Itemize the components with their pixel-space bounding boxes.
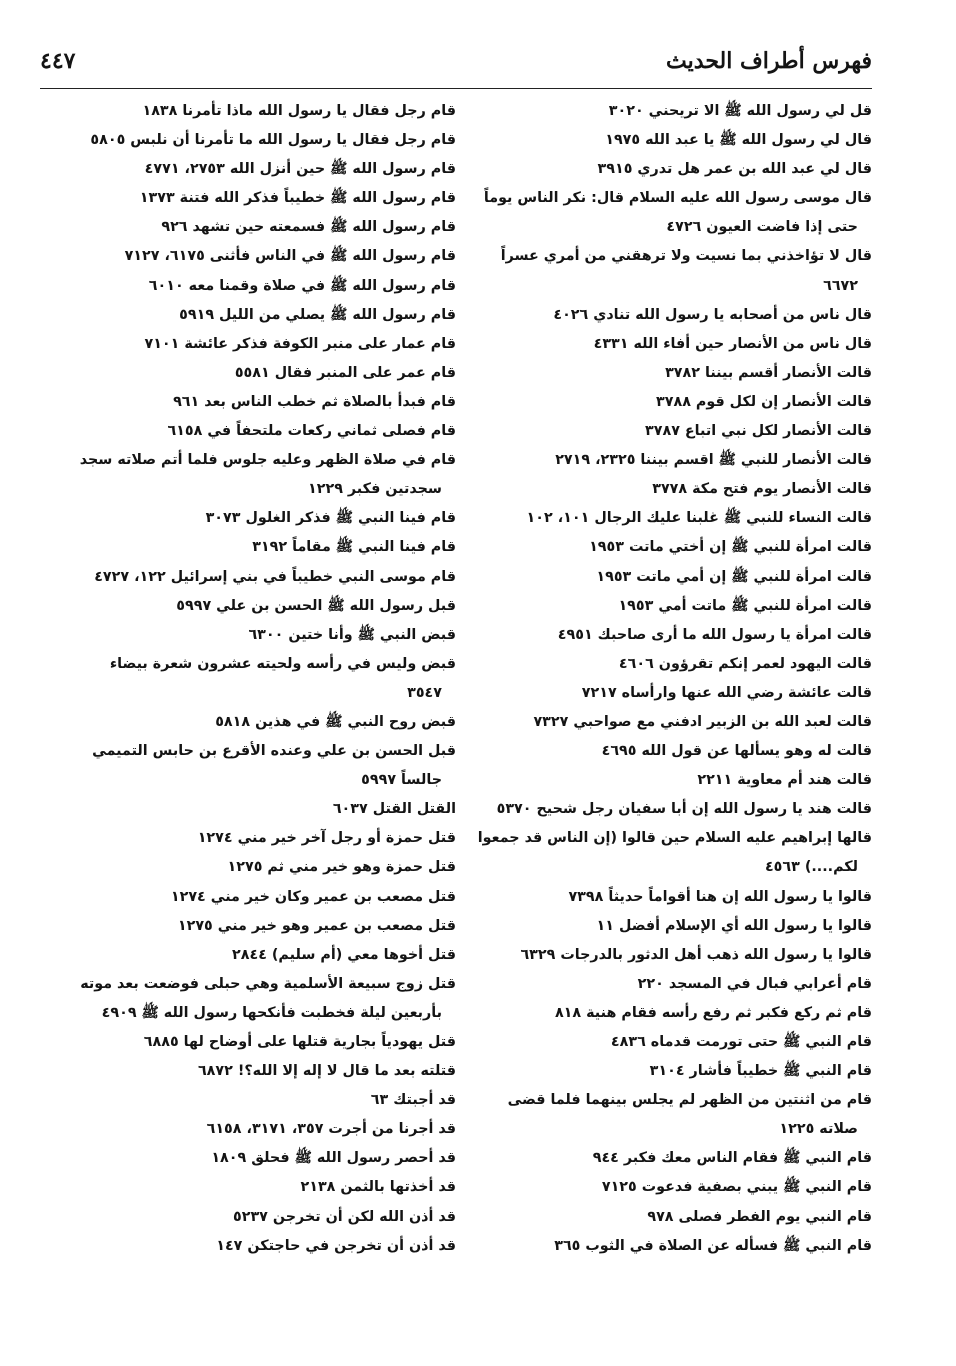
- index-entry-text: قام رسول الله ﷺ في صلاة وقمنا معه ٦٠١٠: [148, 277, 456, 294]
- index-entry-text: القتل القتل ٦٠٣٧: [332, 801, 456, 818]
- index-entry-text: قالت لعبد الله بن الزبير ادفني مع صواحبي ٧٣٢٧: [533, 713, 872, 730]
- index-entry-text: قالت امرأة يا رسول الله ما أرى صاحبك ٤٩٥١: [557, 626, 872, 643]
- index-entry: [74, 330, 456, 359]
- index-entry: [74, 1086, 456, 1115]
- index-entry: [74, 824, 456, 853]
- index-entry-text: قام رجل فقال يا رسول الله ماذا تأمرنا ١٨٣٨: [142, 103, 456, 119]
- index-entry-text: قد أذن أن تخرجن في حاجتكن ١٤٧: [216, 1237, 456, 1254]
- index-entry: [475, 1232, 872, 1261]
- index-entry-text: قام فبدأ بالصلاة ثم خطب الناس بعد ٩٦١: [173, 393, 456, 410]
- index-entry: [475, 999, 872, 1028]
- index-entry-text: قالوا يا رسول الله إن هنا أقواماً حديثاً ٧٣٩٨: [568, 888, 872, 905]
- index-column-left: [74, 97, 456, 1261]
- index-entry-text: قبض النبي ﷺ وأنا ختين ٦٣٠٠: [248, 626, 456, 643]
- index-entry-continuation: حتى إذا فاضت العيون ٤٧٢٦: [666, 219, 858, 236]
- index-entry: [475, 1086, 872, 1144]
- index-entry-text: قال لي رسول الله ﷺ يا عبد الله ١٩٧٥: [605, 132, 872, 149]
- index-entry: [475, 475, 872, 504]
- index-entry: [74, 155, 456, 184]
- index-entry-continuation: سجدتين فكبر ١٢٢٩: [308, 481, 442, 498]
- index-entry: [74, 737, 456, 795]
- index-entry: [475, 417, 872, 446]
- index-entry-text: قام رسول الله ﷺ خطيباً فذكر الله فتنة ١٣٧٣: [139, 190, 456, 207]
- index-entry: [475, 679, 872, 708]
- index-entry: [475, 359, 872, 388]
- index-entry: [74, 446, 456, 504]
- index-entry: [475, 330, 872, 359]
- index-entry-text: قالت اليهود لعمر إنكم تقرؤون ٤٦٠٦: [618, 655, 872, 672]
- index-entry-text: قد أجرنا من أجرت ٣٥٧، ٣١٧١، ٦١٥٨: [206, 1121, 456, 1138]
- index-entry: [74, 563, 456, 592]
- page-header: [40, 48, 872, 89]
- index-entry-continuation: صلاته ١٢٢٥: [779, 1121, 858, 1138]
- index-entry: [475, 621, 872, 650]
- index-entry: [475, 446, 872, 475]
- index-entry: [475, 883, 872, 912]
- index-entry: [475, 1203, 872, 1232]
- index-entry-text: قام رسول الله ﷺ فسمعته حين تشهد ٩٢٦: [161, 219, 456, 236]
- index-entry: [475, 184, 872, 242]
- index-entry-continuation: لكم....) ٤٥٦٣: [764, 859, 858, 876]
- index-entry: [475, 1057, 872, 1086]
- index-entry-text: قام النبي ﷺ فسأله عن الصلاة في الثوب ٣٦٥: [554, 1237, 872, 1254]
- index-entry: [475, 1028, 872, 1057]
- index-entry-text: قالت النساء للنبي ﷺ غلبنا عليك الرجال ١٠١، ١٠٢: [526, 510, 872, 527]
- index-entry-text: قام النبي ﷺ خطيباً فأشار ٣١٠٤: [649, 1063, 872, 1080]
- index-entry: [74, 1232, 456, 1261]
- index-entry-text: قبض وليس في رأسه ولحيته عشرون شعرة بيضاء: [109, 655, 456, 672]
- index-entry-text: قال لي عبد الله بن عمر هل تدري ٣٩١٥: [597, 161, 872, 178]
- index-entry: [475, 737, 872, 766]
- index-entry: [74, 1057, 456, 1086]
- index-entry: [74, 941, 456, 970]
- index-entry-text: قام فصلى ثماني ركعات ملتحفاً في ٦١٥٨: [167, 423, 456, 440]
- index-entry: [475, 126, 872, 155]
- index-entry: [475, 941, 872, 970]
- index-entry: [74, 301, 456, 330]
- index-entry-text: قال ناس من أصحابه يا رسول الله تنادي ٤٠٢٦: [553, 306, 872, 323]
- index-entry-text: قالت امرأة للنبي ﷺ ماتت أمي ١٩٥٣: [618, 597, 872, 614]
- index-entry-text: قالت هند يا رسول الله إن أبا سفيان رجل شحيح ٥٣٧٠: [496, 801, 872, 818]
- index-entry-text: قالوا يا رسول الله ذهب أهل الدثور بالدرجات ٦٣٢٩: [520, 946, 872, 963]
- index-entry-text: قام فينا النبي ﷺ مقاماً ٣١٩٢: [252, 539, 456, 556]
- index-entry-text: قام فينا النبي ﷺ فذكر الغلول ٣٠٧٣: [205, 510, 456, 527]
- index-entry-text: قالت عائشة رضي الله عنها وارأساه ٧٢١٧: [581, 684, 872, 701]
- index-entry-text: قام أعرابي فبال في المسجد ٢٢٠: [637, 975, 872, 992]
- index-entry-text: قالت امرأة للنبي ﷺ إن أمي ماتت ١٩٥٣: [596, 568, 872, 585]
- index-entry-text: قد أحصر رسول الله ﷺ فحلق ١٨٠٩: [211, 1150, 456, 1167]
- index-entry: [475, 97, 872, 126]
- index-entry: [74, 592, 456, 621]
- index-entry-text: قام من اثنتين من الظهر لم يجلس بينهما فلما قضى: [507, 1092, 872, 1109]
- index-entry: [74, 1173, 456, 1202]
- index-entry-text: قد أذن الله لكن أن تخرجن ٥٢٣٧: [233, 1208, 456, 1225]
- index-entry-text: قالت الأنصار لكل نبي اتباع ٣٧٨٧: [645, 423, 872, 440]
- index-entry-text: قالت الأنصار إن لكل قوم ٣٧٨٨: [656, 393, 872, 410]
- index-entry: [475, 563, 872, 592]
- index-entry-text: قالها إبراهيم عليه السلام حين قالوا (إن الناس قد جمعوا: [477, 830, 872, 847]
- index-entry: [74, 912, 456, 941]
- index-entry-text: قالت له وهو يسألها عن قول الله ٤٦٩٥: [601, 743, 872, 760]
- index-entry: [74, 621, 456, 650]
- index-entry: [475, 824, 872, 882]
- index-entry-text: قام رسول الله ﷺ حين أنزل الله ٢٧٥٣، ٤٧٧١: [144, 161, 456, 178]
- index-entry-continuation: ٦٦٧٢: [823, 277, 858, 294]
- index-entry: [475, 650, 872, 679]
- index-entry-text: قد أجبتك ٦٣: [370, 1092, 456, 1109]
- index-entry: [74, 184, 456, 213]
- index-entry: [74, 1203, 456, 1232]
- index-entry-text: قالت الأنصار للنبي ﷺ اقسم بيننا ٢٣٢٥، ٢٧١٩: [555, 452, 872, 469]
- index-entry-text: قالت امرأة للنبي ﷺ إن أختي ماتت ١٩٥٣: [589, 539, 872, 556]
- index-entry: [475, 592, 872, 621]
- index-entry-text: قام ثم ركع فكبر ثم رفع رأسه فقام هنية ٨١٨: [554, 1004, 872, 1021]
- index-entry-text: قام رسول الله ﷺ يصلي من الليل ٥٩١٩: [179, 306, 456, 323]
- index-entry: [475, 708, 872, 737]
- index-entry: [74, 97, 456, 126]
- index-entry-text: قتل أخوها معي (أم سليم) ٢٨٤٤: [232, 946, 456, 963]
- index-entry: [74, 533, 456, 562]
- index-entry-continuation: جالساً ٥٩٩٧: [361, 772, 442, 789]
- index-entry: [74, 272, 456, 301]
- index-entry-text: قبل رسول الله ﷺ الحسن بن علي ٥٩٩٧: [176, 597, 456, 614]
- index-entry: [74, 126, 456, 155]
- index-entry: [74, 504, 456, 533]
- index-entry: [475, 504, 872, 533]
- index-entry-text: قام النبي ﷺ حتى تورمت قدماه ٤٨٣٦: [610, 1034, 872, 1050]
- index-entry-text: قام عمر على المنبر فقال ٥٥٨١: [234, 364, 456, 381]
- index-entry-text: قد أخذتها بالثمن ٢١٣٨: [300, 1179, 456, 1196]
- index-entry: [74, 1028, 456, 1057]
- index-entry-text: قال ناس من الأنصار حين أفاء الله ٤٣٣١: [593, 335, 872, 352]
- index-entry-text: قال موسى رسول الله عليه السلام قال: نكر الناس يوماً: [483, 190, 872, 207]
- index-entry: [74, 970, 456, 1028]
- index-entry-text: قتلته بعد ما قال لا إله إلا الله؟! ٦٨٧٢: [197, 1063, 456, 1080]
- index-entry-text: قتل زوج سبيعة الأسلمية وهي حبلى فوضعت بعد موته: [80, 975, 456, 992]
- index-entry: [74, 1115, 456, 1144]
- index-entry: [475, 301, 872, 330]
- index-entry-text: قالت الأنصار أقسم بيننا ٣٧٨٢: [665, 364, 872, 381]
- index-entry: [74, 708, 456, 737]
- index-entry: [74, 359, 456, 388]
- index-entry-text: قام عمار على منبر الكوفة فذكر عائشة ٧١٠١: [144, 335, 456, 352]
- page-number: ٤٤٧: [40, 48, 76, 74]
- index-entry-text: قام رجل فقال يا رسول الله ما تأمرنا أن نلبس ٥٨٠٥: [90, 132, 456, 149]
- index-entry: [74, 795, 456, 824]
- index-entry: [475, 388, 872, 417]
- index-entry: [475, 795, 872, 824]
- index-entry: [475, 1173, 872, 1202]
- index-entry: [74, 650, 456, 708]
- index-entry: [74, 883, 456, 912]
- index-entry-text: قام موسى النبي خطيباً في بني إسرائيل ١٢٢، ٤٧٢٧: [94, 568, 456, 585]
- index-column-right: [475, 97, 872, 1261]
- index-entry-text: قبض روح النبي ﷺ في هذين ٥٨١٨: [215, 713, 456, 730]
- index-entry: [74, 213, 456, 242]
- index-entry-text: قام النبي ﷺ يبني بصفية فدعوت ٧١٢٥: [601, 1179, 872, 1196]
- page-title: فهرس أطراف الحديث: [666, 48, 872, 74]
- index-entry-continuation: ٣٥٤٧: [407, 684, 442, 701]
- index-entry-text: قالت هند أم معاوية ٢٢١١: [697, 772, 872, 789]
- index-entry-text: قال لا تؤاخذني بما نسيت ولا ترهقني من أمري عسراً: [500, 248, 872, 265]
- index-entry: [74, 388, 456, 417]
- index-entry-text: قالوا يا رسول الله أي الإسلام أفضل ١١: [596, 917, 872, 934]
- index-entry: [74, 1144, 456, 1173]
- index-entry-text: قتل مصعب بن عمير وهو خير مني ١٢٧٥: [177, 917, 456, 934]
- index-entry-text: قتل يهودياً بجارية قتلها على أوضاح لها ٦٨٨٥: [143, 1034, 456, 1050]
- index-entry-text: قام النبي يوم الفطر فصلى ٩٧٨: [647, 1208, 872, 1225]
- index-entry-text: قتل حمزة أو رجل آخر خير مني ١٢٧٤: [197, 830, 456, 847]
- index-entry: [74, 417, 456, 446]
- index-entry-text: قالت الأنصار يوم فتح مكة ٣٧٧٨: [652, 481, 872, 498]
- index-entry-text: قام في صلاة الظهر وعليه جلوس فلما أتم صلاته سجد: [79, 452, 456, 469]
- index-entry: [475, 766, 872, 795]
- index-entry-text: قام النبي ﷺ فقام الناس معك فكبر ٩٤٤: [592, 1150, 872, 1167]
- index-entry-text: قبل الحسن بن علي وعنده الأقرع بن حابس التميمي: [92, 743, 456, 760]
- index-entry-continuation: بأربعين ليلة فخطبت فأنكحها رسول الله ﷺ ٤٩٠٩: [101, 1004, 442, 1021]
- index-entry: [475, 970, 872, 999]
- index-entry: [74, 242, 456, 271]
- index-entry: [74, 853, 456, 882]
- index-entry: [475, 533, 872, 562]
- index-entry: [475, 242, 872, 300]
- index-entry: [475, 912, 872, 941]
- index-entry: [475, 1144, 872, 1173]
- index-entry: [475, 155, 872, 184]
- index-entry-text: قتل حمزة وهو خير مني ثم ١٢٧٥: [227, 859, 456, 876]
- index-entry-text: قتل مصعب بن عمير وكان خير مني ١٢٧٤: [170, 888, 456, 905]
- index-entry-text: قل لي رسول الله ﷺ الا تريحني ٣٠٢٠: [608, 103, 872, 119]
- index-entry-text: قام رسول الله ﷺ في الناس فأثنى ٦١٧٥، ٧١٢٧: [124, 248, 456, 265]
